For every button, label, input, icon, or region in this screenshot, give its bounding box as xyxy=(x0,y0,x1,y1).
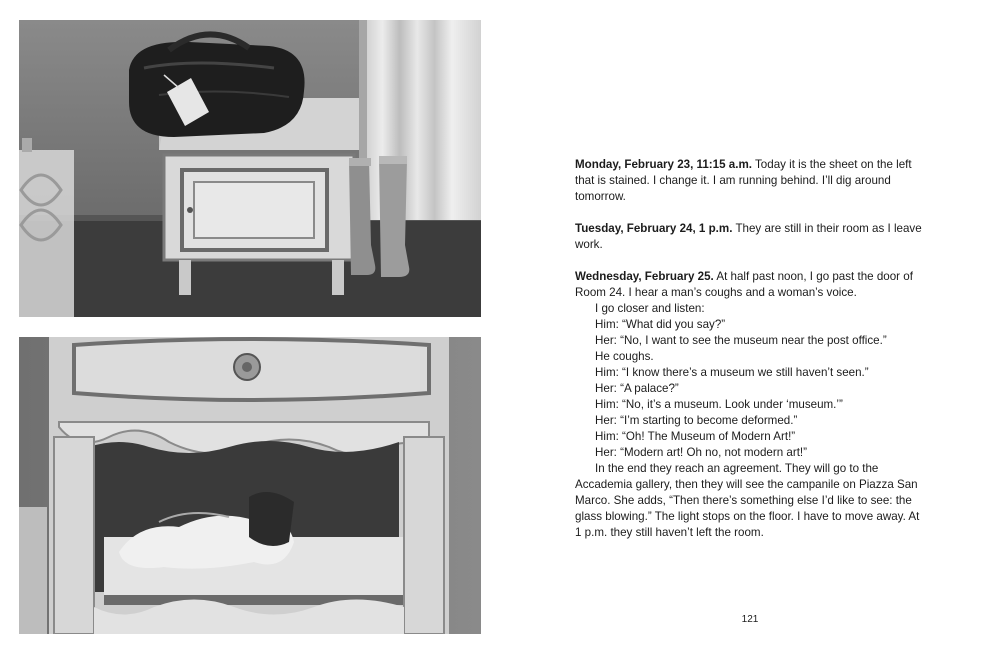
entry-monday xyxy=(575,157,927,205)
entry-tuesday xyxy=(575,221,927,253)
dialogue-line: Him: “I know there’s a museum we still haven’t seen.” xyxy=(595,366,869,379)
dialogue-line: Her: “No, I want to see the museum near the post office.” xyxy=(595,334,887,347)
dialogue-line: Her: “I’m starting to become deformed.” xyxy=(595,414,798,427)
closing-paragraph: In the end they reach an agreement. They will go to the Accademia gallery, then they will see the campanile on Piazza San Marco. She adds, “Then there’s something else I’d like to see: the glass blowing.” The light stops on the floor. I have to move away. At 1 p.m. they still haven’t left the room. xyxy=(575,462,920,539)
entry-date: Monday, February 23, 11:15 a.m. xyxy=(575,158,752,171)
entry-text: They are still in their room as I leave work. xyxy=(575,222,922,251)
photo-bag-on-cabinet xyxy=(19,20,481,317)
dialogue-line: Her: “A palace?” xyxy=(595,382,679,395)
dialogue-line: He coughs. xyxy=(595,350,654,363)
entry-intro xyxy=(575,269,927,301)
dialogue-line: Him: “No, it’s a museum. Look under ‘museum.’” xyxy=(595,398,843,411)
entry-text: Today it is the sheet on the left that is stained. I change it. I am running behind. I’ll dig around tomorrow. xyxy=(575,158,912,203)
entry-text: At half past noon, I go past the door of Room 24. I hear a man’s coughs and a woman’s voice. xyxy=(575,270,913,299)
entry-date: Tuesday, February 24, 1 p.m. xyxy=(575,222,733,235)
page-number: 121 xyxy=(741,614,759,625)
dialogue-line: Him: “Oh! The Museum of Modern Art!” xyxy=(595,430,796,443)
photo-bag-on-cabinet-image xyxy=(19,20,481,317)
entry-wednesday xyxy=(575,269,927,541)
dialogue-line: I go closer and listen: xyxy=(595,302,705,315)
dialogue-line: Her: “Modern art! Oh no, not modern art!” xyxy=(595,446,807,459)
photo-nightstand-clothes-image xyxy=(19,337,481,634)
journal-text xyxy=(575,157,927,541)
entry-date: Wednesday, February 25. xyxy=(575,270,714,283)
dialogue-line: Him: “What did you say?” xyxy=(595,318,726,331)
photo-nightstand-clothes xyxy=(19,337,481,634)
